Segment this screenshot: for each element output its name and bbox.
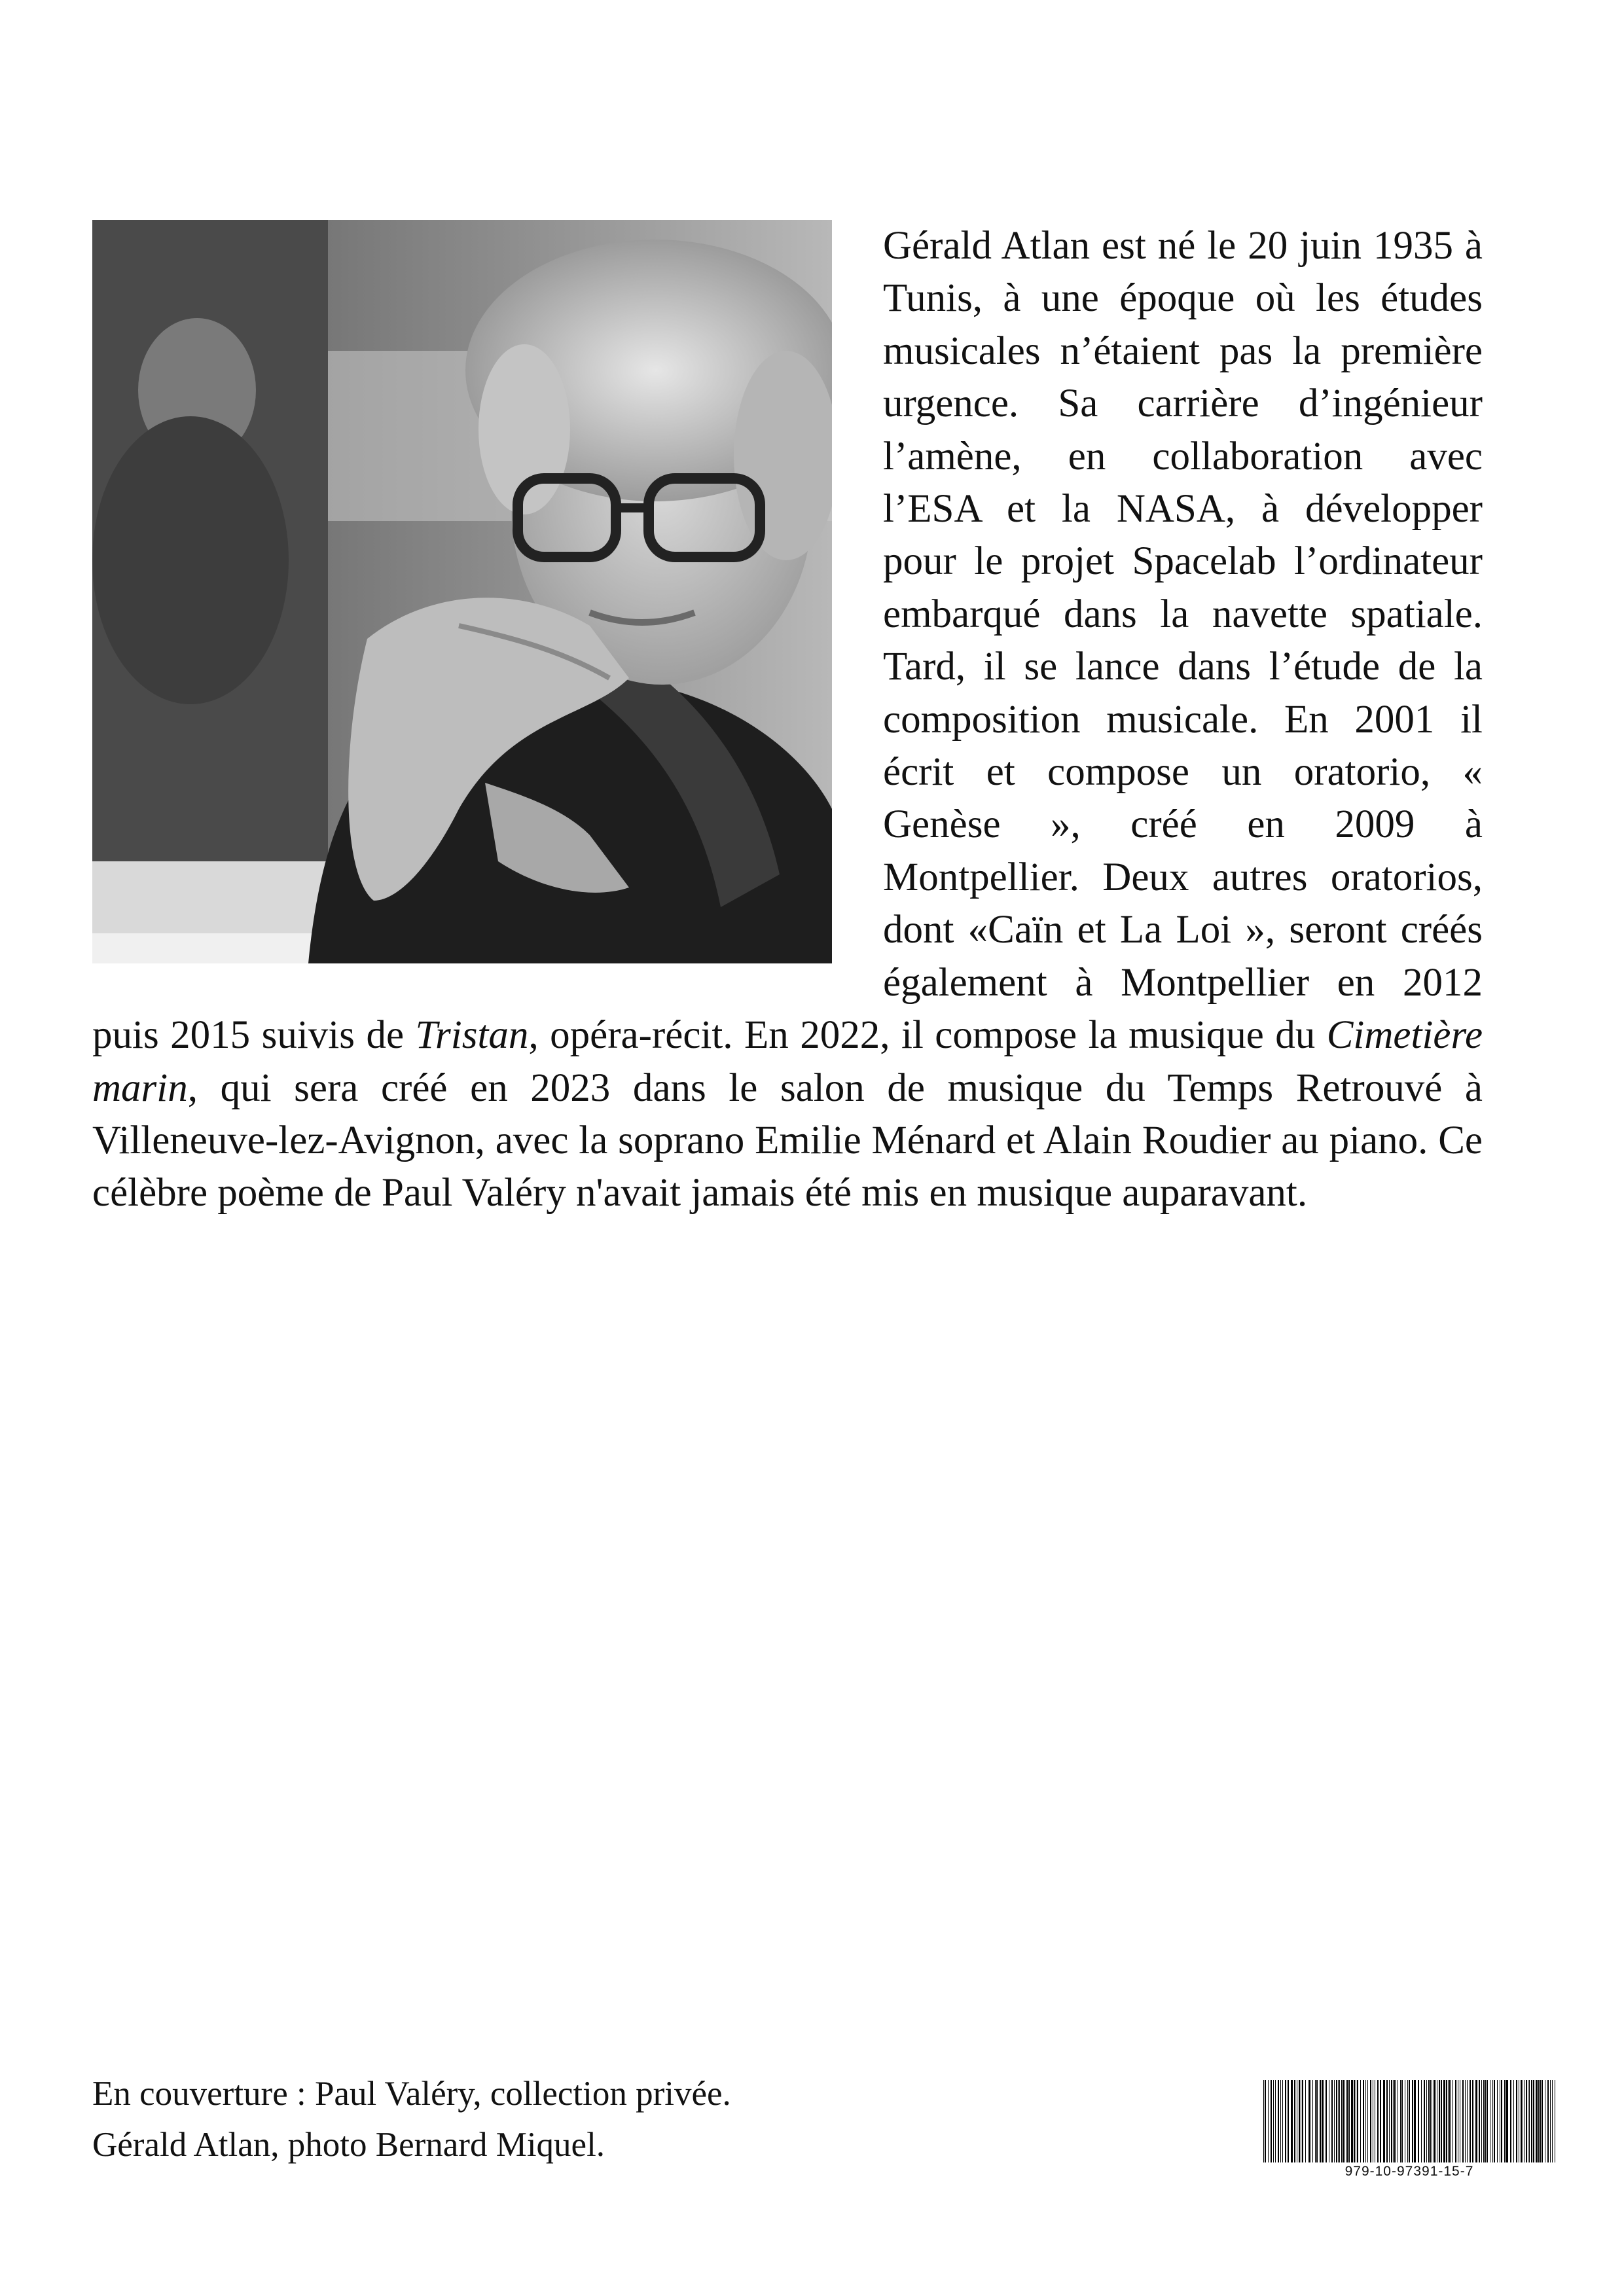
- barcode-bar: [1282, 2080, 1283, 2162]
- barcode-bar: [1526, 2080, 1527, 2162]
- barcode-bar: [1481, 2080, 1482, 2162]
- barcode-bar: [1380, 2080, 1381, 2162]
- barcode-bar: [1536, 2080, 1538, 2162]
- author-photo-credit: Gérald Atlan, photo Bernard Miquel.: [92, 2126, 605, 2164]
- barcode-bar: [1540, 2080, 1541, 2162]
- isbn-number: 979-10-97391-15-7: [1344, 2164, 1474, 2179]
- barcode-bar: [1389, 2080, 1390, 2162]
- barcode-bar: [1344, 2080, 1345, 2162]
- barcode-bar: [1441, 2080, 1442, 2162]
- barcode-bar: [1487, 2080, 1488, 2162]
- barcode-bar: [1531, 2080, 1532, 2162]
- barcode-bar: [1346, 2080, 1348, 2162]
- barcode-bar: [1443, 2080, 1445, 2162]
- barcode-bar: [1418, 2080, 1419, 2162]
- barcode-bar: [1294, 2080, 1295, 2162]
- barcode-bar: [1521, 2080, 1522, 2162]
- portrait-illustration: [92, 220, 832, 963]
- barcode-bar: [1492, 2080, 1493, 2162]
- photo-credits: [92, 2068, 731, 2170]
- barcode-bar: [1268, 2080, 1269, 2162]
- barcode-bar: [1334, 2080, 1335, 2162]
- barcode-bar: [1424, 2080, 1425, 2162]
- barcode-bar: [1533, 2080, 1534, 2162]
- barcode-bar: [1271, 2080, 1272, 2162]
- barcode-bar: [1470, 2080, 1471, 2162]
- barcode-bar: [1407, 2080, 1408, 2162]
- barcode-bar: [1391, 2080, 1392, 2162]
- barcode-bar: [1465, 2080, 1466, 2162]
- barcode-bar: [1430, 2080, 1431, 2162]
- barcode-bar: [1322, 2080, 1324, 2162]
- barcode-bar: [1475, 2080, 1477, 2162]
- barcode-bar: [1302, 2080, 1303, 2162]
- barcode-bar: [1446, 2080, 1447, 2162]
- barcode-bar: [1275, 2080, 1276, 2162]
- barcode-bar: [1265, 2080, 1266, 2162]
- barcode-bar: [1401, 2080, 1403, 2162]
- barcode-bar: [1316, 2080, 1318, 2162]
- barcode-bar: [1439, 2080, 1440, 2162]
- barcode-bar: [1273, 2080, 1274, 2162]
- barcode-bar: [1479, 2080, 1480, 2162]
- barcode-bar: [1326, 2080, 1327, 2162]
- barcode-bar: [1550, 2080, 1551, 2162]
- barcode-bar: [1394, 2080, 1396, 2162]
- work-title-cimetiere-marin: Cimetière marin: [92, 1013, 1483, 1110]
- barcode-bar: [1516, 2080, 1517, 2162]
- barcode-bar: [1280, 2080, 1281, 2162]
- barcode-bar: [1383, 2080, 1385, 2162]
- barcode-bar: [1357, 2080, 1358, 2162]
- author-portrait-photo: [92, 220, 832, 963]
- barcode-bar: [1341, 2080, 1343, 2162]
- barcode-bar: [1547, 2080, 1549, 2162]
- barcode-bar: [1524, 2080, 1525, 2162]
- barcode-bar: [1278, 2080, 1279, 2162]
- barcode-bar: [1483, 2080, 1485, 2162]
- barcode-bar: [1354, 2080, 1355, 2162]
- barcode-bar: [1542, 2080, 1543, 2162]
- barcode-bar: [1386, 2080, 1388, 2162]
- barcode-bar: [1510, 2080, 1511, 2162]
- barcode-bar: [1360, 2080, 1361, 2162]
- barcode-bar: [1421, 2080, 1422, 2162]
- barcode-bar: [1299, 2080, 1300, 2162]
- barcode-bar: [1504, 2080, 1506, 2162]
- work-title-tristan: Tristan: [415, 1013, 529, 1058]
- barcode-bar: [1343, 2080, 1344, 2162]
- barcode-bar: [1288, 2080, 1289, 2162]
- barcode-bar: [1435, 2080, 1436, 2162]
- barcode-bar: [1370, 2080, 1371, 2162]
- barcode-bar: [1351, 2080, 1353, 2162]
- barcode-bar: [1400, 2080, 1401, 2162]
- barcode-bar: [1494, 2080, 1495, 2162]
- bio-text-part-1: Gérald Atlan est né le 20 juin 1935 à Tunis, à une époque où les études musicales n’étaient pas la première urgence. Sa carrière d’ingénieur l’amène, en collaboration avec l’ESA et la NASA, à développer pour le projet Spacelab l’ordinateur embarqué dans la navette spatiale. Tard, il se lance dans l’étude de la composition musicale. En 2001 il écrit et compose un oratorio, « Genèse », créé en 2009 à Montpellier. Deux autres oratorios, dont «Caïn et La Loi », seront créés également à Montpellier en 2012 puis 2015 suivis de: [92, 224, 1483, 1058]
- barcode-bar: [1462, 2080, 1464, 2162]
- author-biography: [92, 220, 1483, 1220]
- cover-credit: En couverture : Paul Valéry, collection privée.: [92, 2075, 731, 2113]
- barcode-bar: [1426, 2080, 1427, 2162]
- barcode-bar: [1348, 2080, 1350, 2162]
- barcode-bar: [1506, 2080, 1508, 2162]
- barcode-bar: [1338, 2080, 1339, 2162]
- barcode-bar: [1513, 2080, 1514, 2162]
- barcode-bar: [1336, 2080, 1337, 2162]
- barcode-bar: [1331, 2080, 1333, 2162]
- barcode-bar: [1305, 2080, 1306, 2162]
- barcode-bar: [1312, 2080, 1313, 2162]
- barcode-bar: [1552, 2080, 1553, 2162]
- barcode-bars: [1263, 2080, 1555, 2162]
- barcode-bar: [1393, 2080, 1394, 2162]
- barcode-bar: [1434, 2080, 1435, 2162]
- barcode-bar: [1467, 2080, 1468, 2162]
- barcode-bar: [1455, 2080, 1456, 2162]
- barcode-bar: [1309, 2080, 1310, 2162]
- barcode-bar: [1414, 2080, 1416, 2162]
- barcode-bar: [1412, 2080, 1413, 2162]
- barcode-bar: [1485, 2080, 1486, 2162]
- bio-text-part-3: , qui sera créé en 2023 dans le salon de musique du Temps Retrouvé à Villeneuve-lez-Avignon, avec la soprano Emilie Ménard et Alain Roudier au piano. Ce célèbre poème de Paul Valéry n'avait jamais été mis en musique auparavant.: [92, 1066, 1483, 1215]
- barcode-bar: [1285, 2080, 1286, 2162]
- barcode-bar: [1291, 2080, 1293, 2162]
- barcode-bar: [1448, 2080, 1449, 2162]
- barcode-bar: [1320, 2080, 1321, 2162]
- barcode: [1263, 2080, 1555, 2162]
- barcode-bar: [1365, 2080, 1366, 2162]
- barcode-bar: [1497, 2080, 1498, 2162]
- barcode-bar: [1339, 2080, 1340, 2162]
- barcode-bar: [1538, 2080, 1540, 2162]
- barcode-bar: [1377, 2080, 1379, 2162]
- barcode-bar: [1367, 2080, 1368, 2162]
- barcode-bar: [1472, 2080, 1473, 2162]
- barcode-bar: [1428, 2080, 1430, 2162]
- barcode-bar: [1529, 2080, 1530, 2162]
- barcode-bar: [1315, 2080, 1316, 2162]
- barcode-bar: [1263, 2080, 1264, 2162]
- barcode-bar: [1449, 2080, 1451, 2162]
- barcode-bar: [1501, 2080, 1502, 2162]
- bio-text-part-2: , opéra-récit. En 2022, il compose la musique du: [528, 1013, 1327, 1058]
- barcode-bar: [1409, 2080, 1410, 2162]
- barcode-bar: [1363, 2080, 1364, 2162]
